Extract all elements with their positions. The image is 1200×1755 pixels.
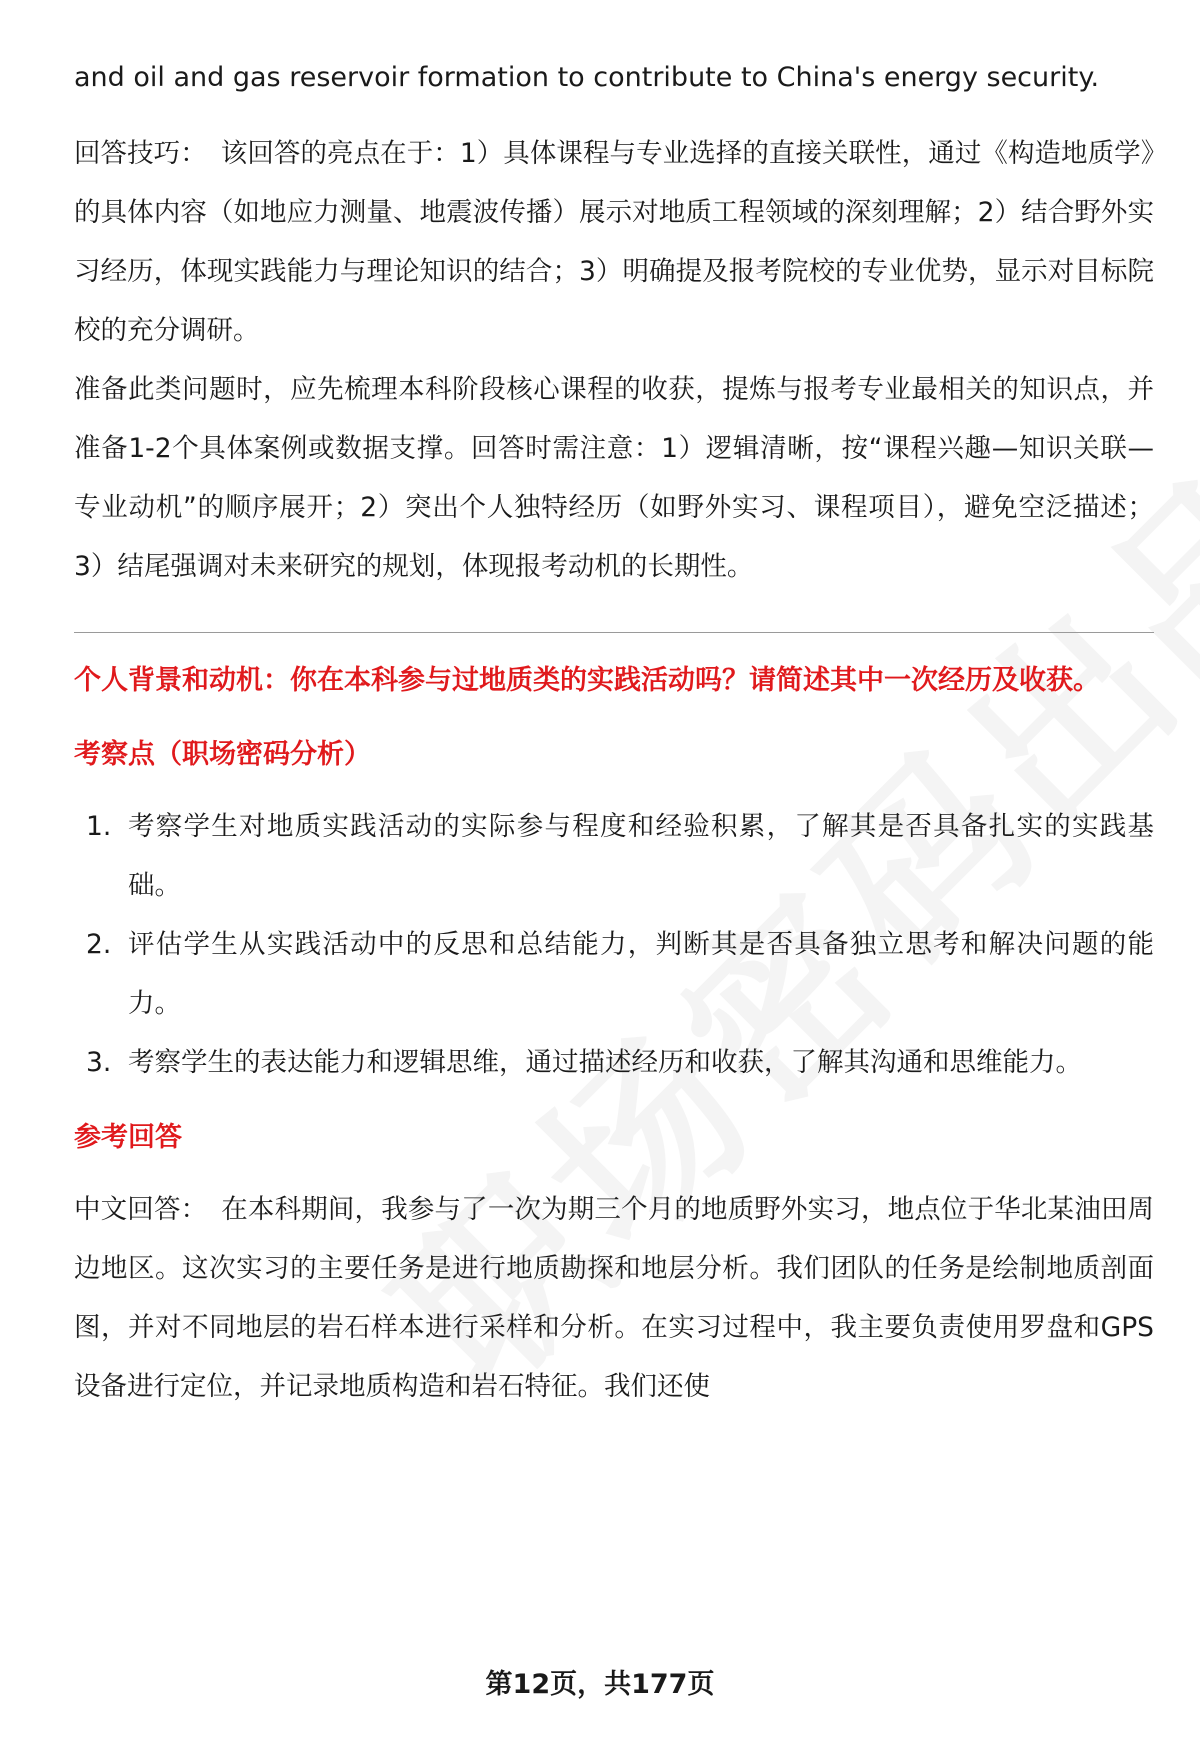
answer-tip-label: 回答技巧： [74,138,207,169]
list-item-text: 评估学生从实践活动中的反思和总结能力，判断其是否具备独立思考和解决问题的能力。 [128,929,1154,1019]
examine-heading: 考察点（职场密码分析） [74,739,371,770]
list-item [74,1033,1154,1092]
list-item-number: 1. [86,811,112,842]
list-item-number: 3. [86,1047,112,1078]
reference-answer-paragraph [74,1180,1154,1416]
list-item-number: 2. [86,929,112,960]
question-title: 个人背景和动机：你在本科参与过地质类的实践活动吗？请简述其中一次经历及收获。 [74,665,1100,696]
answer-tip-paragraph [74,124,1154,360]
list-item-text: 考察学生对地质实践活动的实际参与程度和经验积累，了解其是否具备扎实的实践基础。 [128,811,1154,901]
intro-continuation: and oil and gas reservoir formation to contribute to China's energy security. [74,62,1100,93]
document-page [74,52,1154,1416]
reference-answer-label: 中文回答： [74,1194,208,1225]
reference-answer-text: 在本科期间，我参与了一次为期三个月的地质野外实习，地点位于华北某油田周边地区。这次实习的主要任务是进行地质勘探和地层分析。我们团队的任务是绘制地质剖面图，并对不同地层的岩石样本进行采样和分析。在实习过程中，我主要负责使用罗盘和GPS设备进行定位，并记录地质构造和岩石特征。我们还使 [74,1194,1155,1402]
list-item [74,915,1154,1033]
section-divider [74,632,1154,633]
answer-tip-text: 该回答的亮点在于：1）具体课程与专业选择的直接关联性，通过《构造地质学》的具体内容（如地应力测量、地震波传播）展示对地质工程领域的深刻理解；2）结合野外实习经历，体现实践能力与理论知识的结合；3）明确提及报考院校的专业优势，显示对目标院校的充分调研。 [74,138,1154,346]
reference-answer-heading: 参考回答 [74,1122,182,1153]
page-number-footer: 第12页，共177页 [485,1669,715,1700]
list-item [74,797,1154,915]
examine-points-list [74,797,1154,1092]
preparation-advice: 准备此类问题时，应先梳理本科阶段核心课程的收获，提炼与报考专业最相关的知识点，并准备1-2个具体案例或数据支撑。回答时需注意：1）逻辑清晰，按“课程兴趣—知识关联—专业动机”的顺序展开；2）突出个人独特经历（如野外实习、课程项目），避免空泛描述；3）结尾强调对未来研究的规划，体现报考动机的长期性。 [74,374,1154,582]
list-item-text: 考察学生的表达能力和逻辑思维，通过描述经历和收获，了解其沟通和思维能力。 [128,1047,1082,1078]
